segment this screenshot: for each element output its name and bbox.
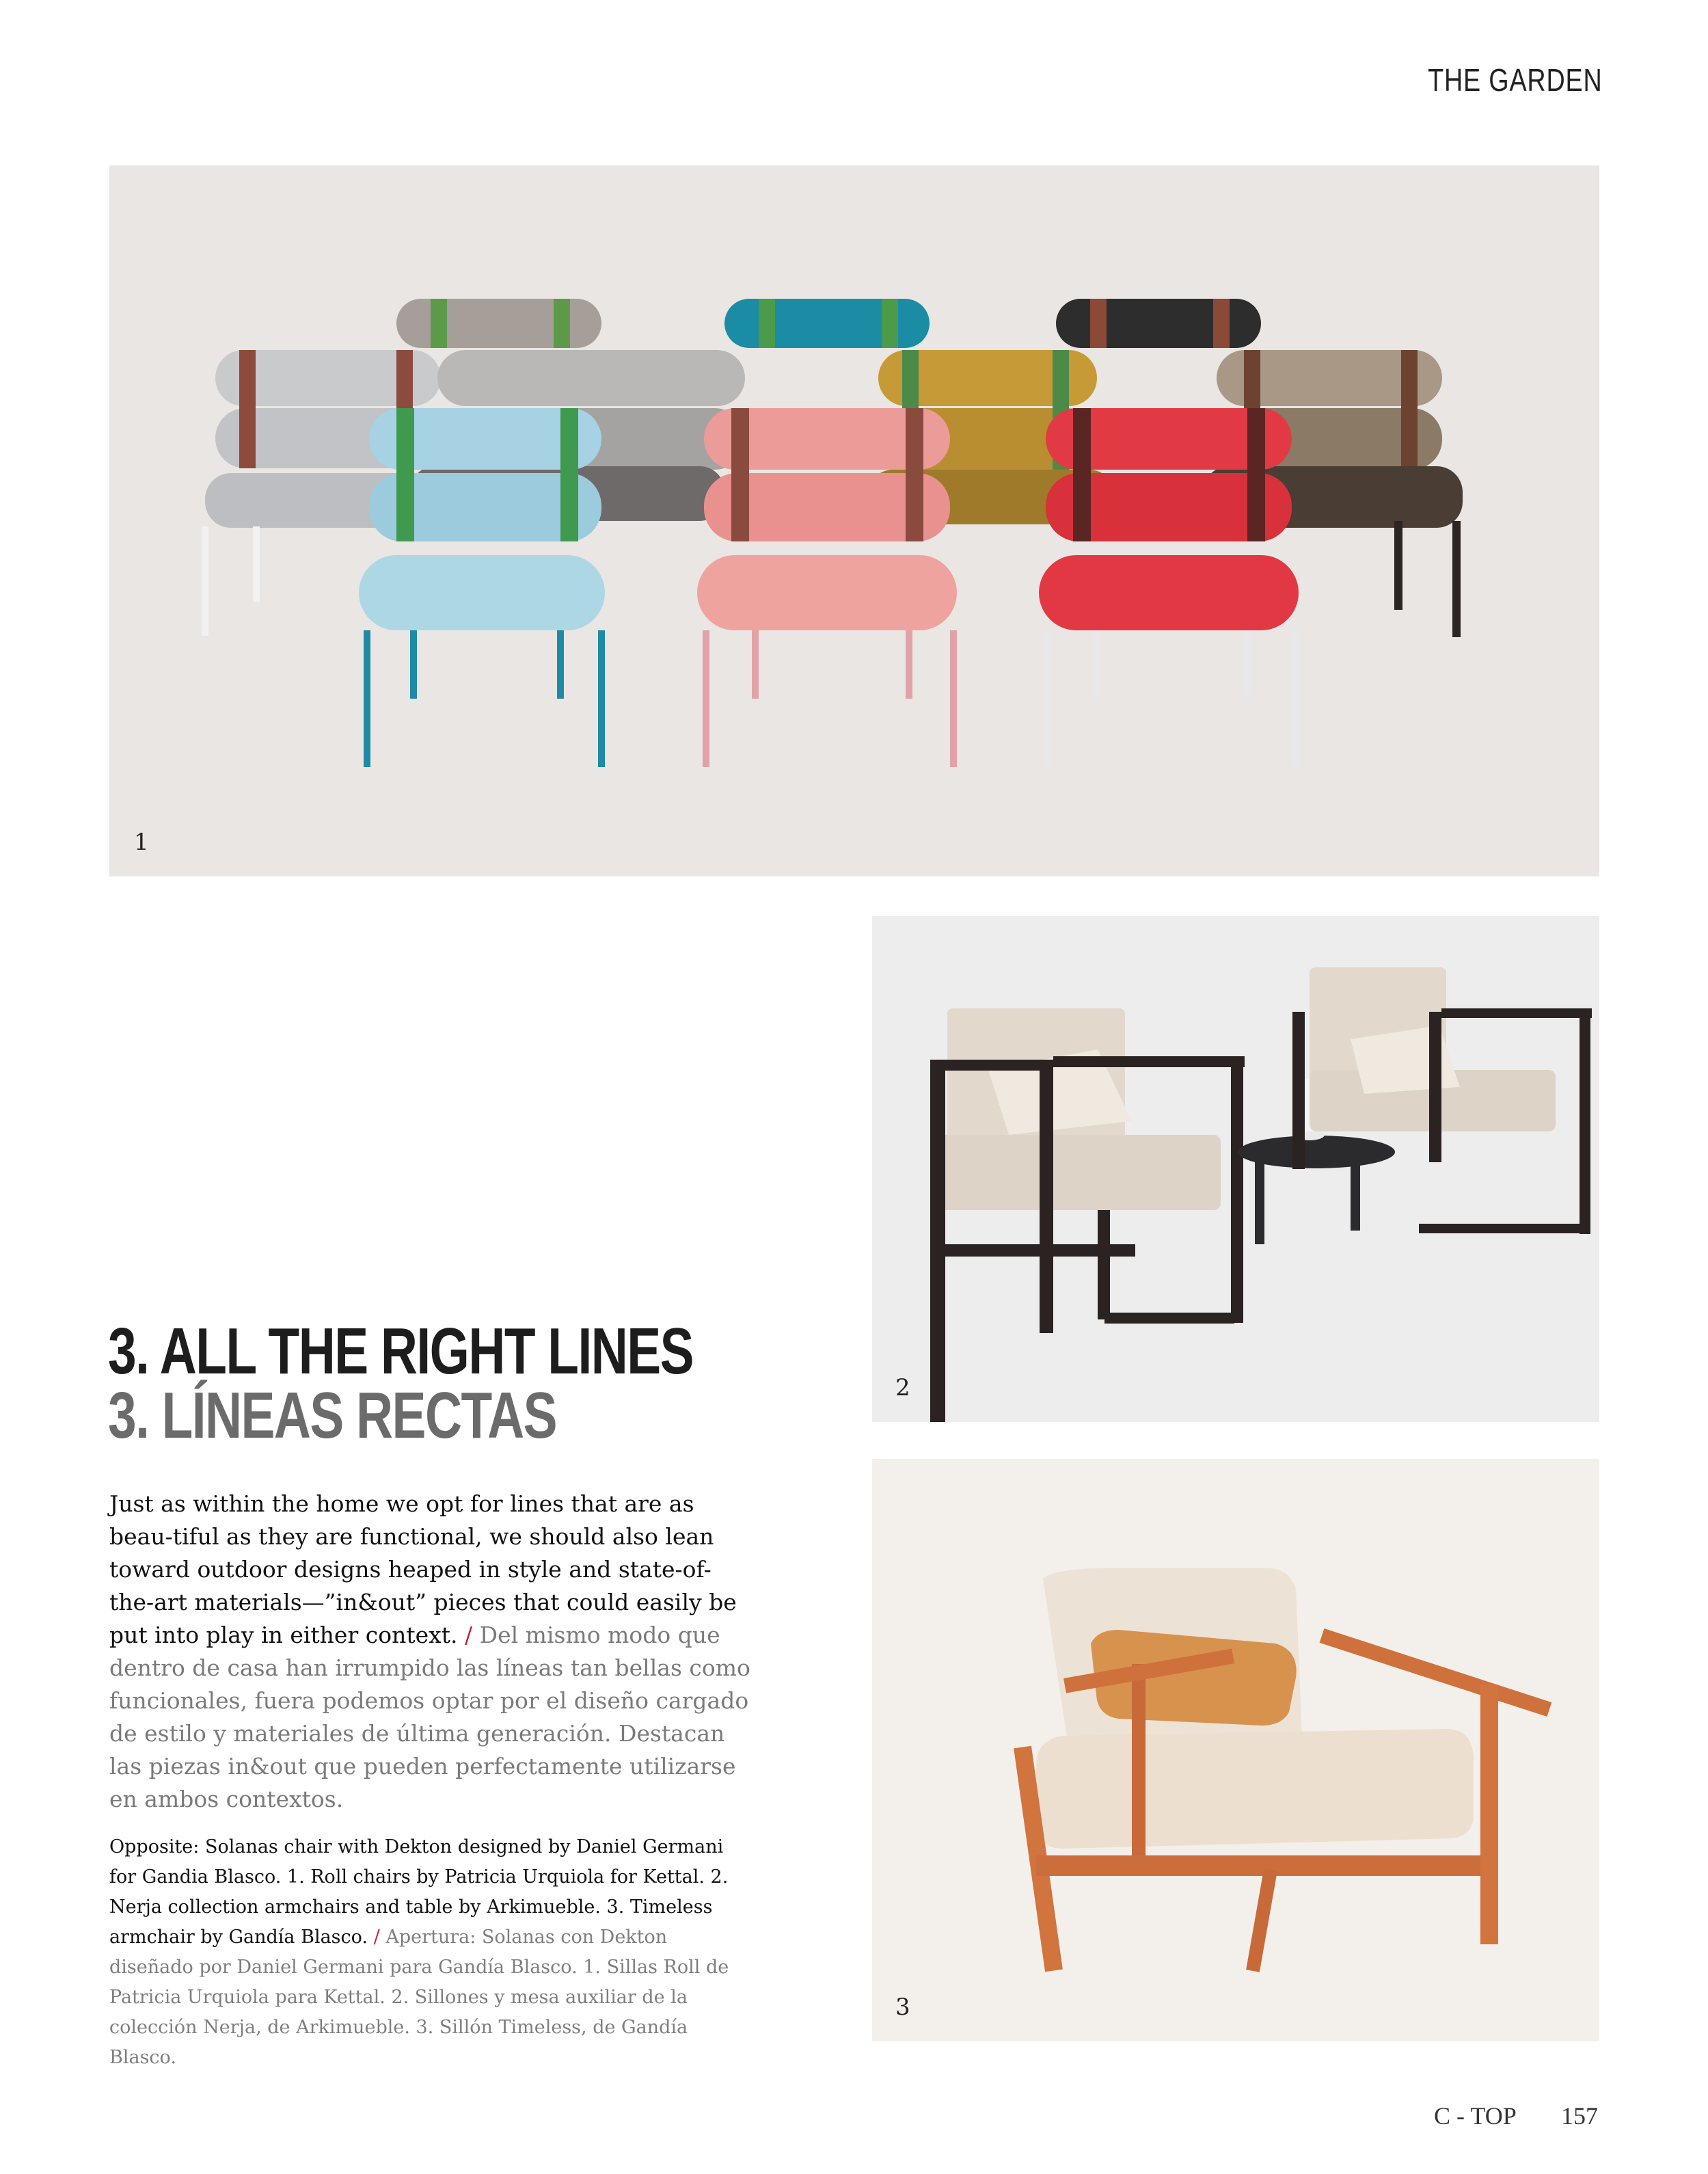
caption-en: Opposite: Solanas chair with Dekton designed by Daniel Germani for Gandia Blasco. 1. Roll chairs by Patricia Urquiola for Kettal. 2. Nerja collection armchairs and table by Arkimueble. 3. Timeless armchair by Gandía Blasco. [109, 1836, 729, 1948]
armchair-right [1292, 967, 1592, 1234]
chair-pink [697, 408, 957, 767]
nerja-illustration [872, 916, 1599, 1422]
figure-number-1: 1 [134, 829, 149, 856]
body-en: Just as within the home we opt for lines that are as beau-tiful as they are functional, we should also lean toward outdoor designs heaped in style and state-of-the-art materials—”in&out” pieces that could easily be put into play in either context. [109, 1490, 737, 1648]
article-title-es: 3. LÍNEAS RECTAS [108, 1379, 556, 1452]
section-tag: THE GARDEN [1428, 62, 1603, 98]
photo-nerja-armchairs [872, 916, 1599, 1422]
body-es: Del mismo modo que dentro de casa han irrumpido las líneas tan bellas como funcionales, fuera podemos optar por el diseño cargado de estilo y materiales de última generación. Destacan las piezas in&out que pueden perfectamente utilizarse en ambos contextos. [109, 1622, 750, 1812]
caption-separator: / [373, 1927, 380, 1948]
figure-number-3: 3 [895, 1994, 910, 2021]
article-title-en: 3. ALL THE RIGHT LINES [108, 1315, 693, 1388]
footer-magazine: C - TOP [1434, 2102, 1517, 2130]
timeless-chair [1014, 1568, 1551, 1972]
chair-teal-back [724, 299, 930, 348]
chair-grey-back [396, 299, 601, 348]
footer-page-number: 157 [1561, 2102, 1598, 2130]
caption-es: Apertura: Solanas con Dekton diseñado por Daniel Germani para Gandía Blasco. 1. Sillas Roll de Patricia Urquiola para Kettal. 2. Sillones y mesa auxiliar de la colección Nerja, de Arkimueble. 3. Sillón Timeless, de Gandía Blasco. [109, 1927, 729, 2068]
roll-chairs-illustration [109, 165, 1599, 876]
armchair-left [930, 1008, 1245, 1422]
chair-black-back [1056, 299, 1261, 348]
chair-lightblue [359, 408, 605, 767]
article-body [109, 1488, 752, 1816]
photo-timeless-armchair [872, 1459, 1599, 2041]
chair-red [1039, 408, 1299, 767]
figure-number-2: 2 [895, 1374, 910, 1401]
timeless-illustration [872, 1459, 1599, 2041]
photo-roll-chairs [109, 165, 1599, 876]
photo-caption [109, 1832, 745, 2073]
language-separator: / [465, 1622, 473, 1648]
